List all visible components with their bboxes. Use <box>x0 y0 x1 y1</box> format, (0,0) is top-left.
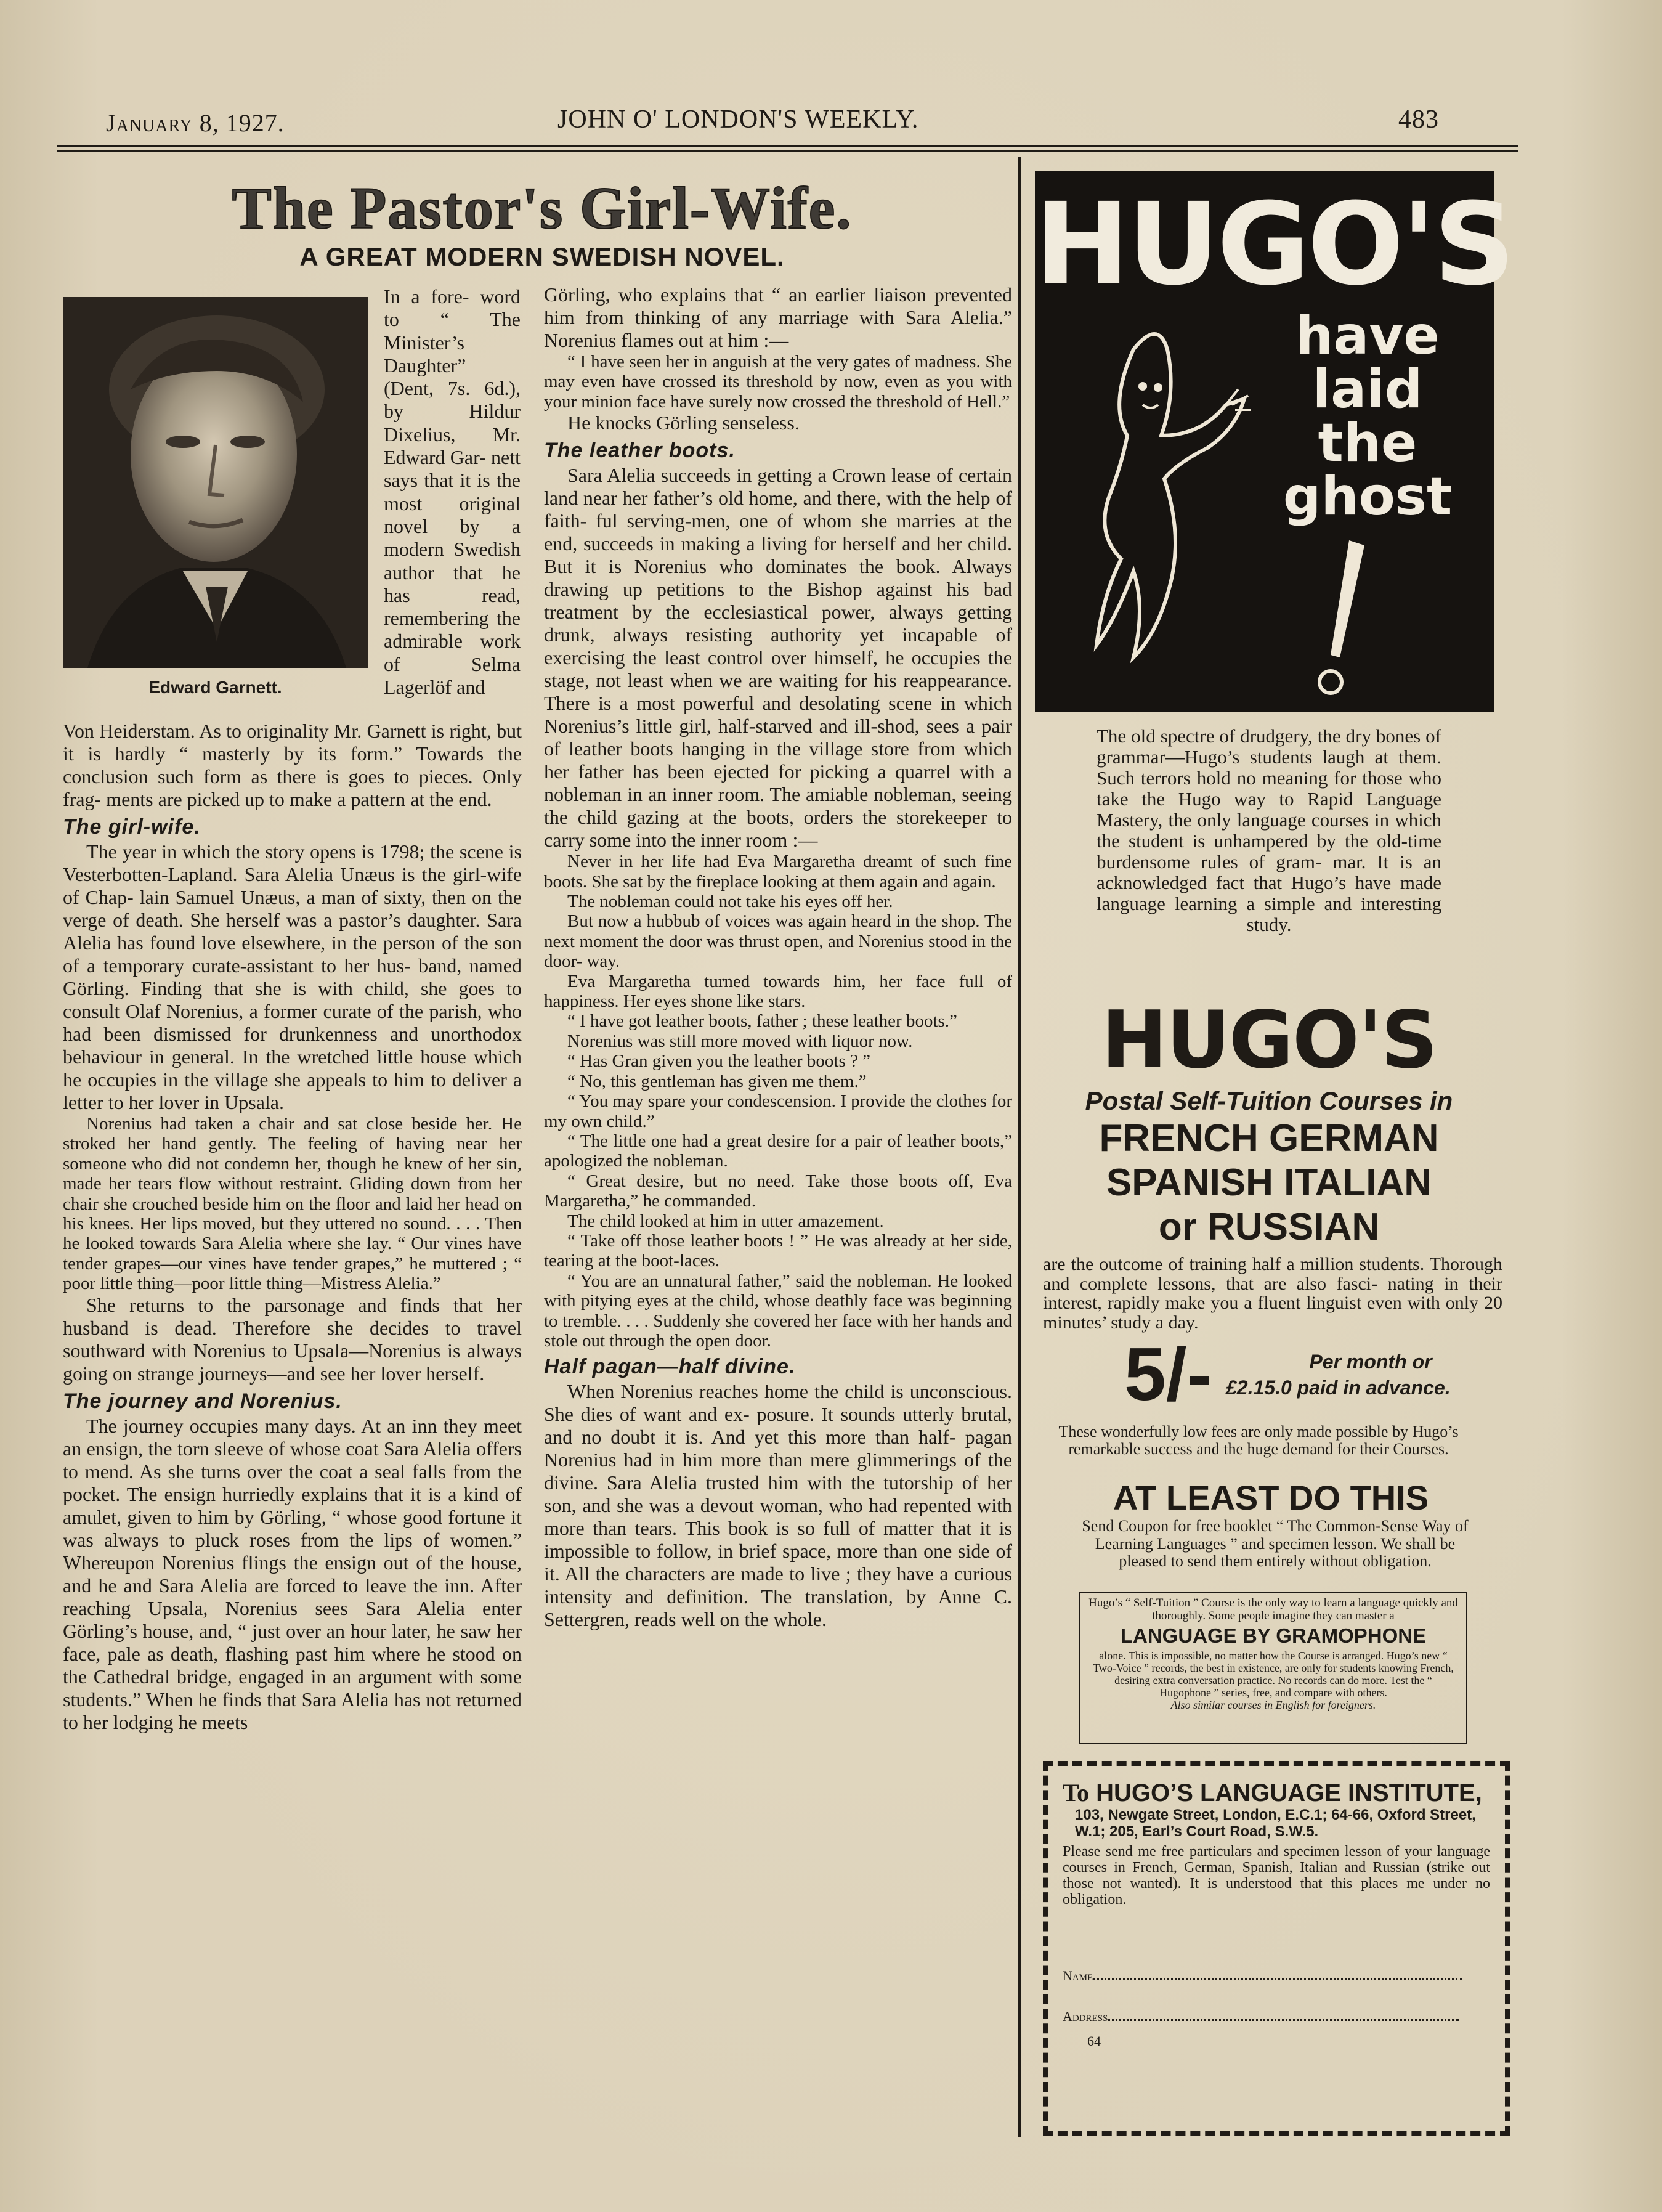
cta-text: Send Coupon for free booklet “ The Common-Sense Way of Learning Languages ” and specimen lesson. We shall be pleased to send them entirely without obligation. <box>1082 1517 1469 1570</box>
page-number: 483 <box>1398 105 1439 134</box>
languages-line-3: or RUSSIAN <box>1158 1206 1380 1248</box>
section-heading: The journey and Norenius. <box>63 1389 343 1413</box>
quoted-passage: The nobleman could not take his eyes off her. <box>567 892 893 912</box>
quoted-passage: “ Great desire, but no need. Take those boots off, Eva Margaretha,” he commanded. <box>544 1171 1012 1211</box>
intro-continued: Von Heiderstam. As to originality Mr. Garnett is right, but it is hardly “ masterly by its form.” Towards the conclusion such form as there is goes to pieces. Only frag- ments are picked up to make a pattern at the end. <box>63 720 522 810</box>
fees-text: These wonderfully low fees are only made possible by Hugo’s remarkable success and the huge demand for their Courses. <box>1058 1423 1459 1458</box>
languages-line-1: FRENCH GERMAN <box>1099 1117 1439 1160</box>
gramophone-box <box>1079 1592 1467 1744</box>
quoted-passage: Never in her life had Eva Margaretha dreamt of such fine boots. She sat by the fireplace looking at them again and again. <box>544 852 1012 892</box>
ghost-banner <box>1035 171 1513 712</box>
coupon-form[interactable] <box>1043 1761 1510 2136</box>
coupon-address: 103, Newgate Street, London, E.C.1; 64-66, Oxford Street, W.1; 205, Earl’s Court Road, S.W.5. <box>1075 1807 1476 1840</box>
article-subtitle: A GREAT MODERN SWEDISH NOVEL. <box>299 242 785 271</box>
header-rule <box>57 145 1518 147</box>
article-paragraph: Sara Alelia succeeds in getting a Crown lease of certain land near her father’s old home, and there, with the help of faith- ful serving-men, one of whom she marries at the end, succeeds in making a living for herself and her child. But it is Norenius who dominates the book. Always drawing up petitions to the Bishop against his bad treatment by the ecclesiastical power, always getting drunk, always resisting authority yet incapable of exercising the least control over himself, he occupies the stage, not least when we are waiting for his reappearance. There is a most powerful and desolating scene in which Norenius’s little girl, half-starved and ill-shod, sees a pair of leather boots hanging in the village store from which her father has been ejected for picking a quarrel with a nobleman in an inner room. The amiable nobleman, seeing the child gazing at the boots, orders the storekeeper to carry some into the inner room :— <box>544 464 1012 852</box>
coupon-institute <box>1063 1779 1490 1807</box>
banner-title: HUGO'S <box>1035 179 1513 311</box>
ghost-line-2: laid <box>1312 359 1423 420</box>
portrait-photo <box>63 297 368 668</box>
column-2-body <box>544 283 1012 1631</box>
quoted-passage: “ I have got leather boots, father ; these leather boots.” <box>567 1011 957 1031</box>
article-paragraph: He knocks Görling senseless. <box>567 412 800 434</box>
column-1-body <box>63 813 522 1734</box>
section-heading: The girl-wife. <box>63 815 201 839</box>
author-portrait <box>63 297 368 668</box>
coupon-to: To <box>1063 1779 1090 1807</box>
article-column-2 <box>544 283 1012 1631</box>
hugo-brand: HUGO'S <box>1101 994 1437 1086</box>
ghost-illustration <box>1060 312 1281 694</box>
article-intro: In a fore- word to “ The Minister’s Daughter” (Dent, 7s. 6d.), by Hildur Dixelius, Mr. Edward Gar- nett says that it is the most original novel by a modern Swedish author that he has read, remembering the admirable work of Selma Lagerlöf and <box>384 285 521 699</box>
publication-name: JOHN O' LONDON'S WEEKLY. <box>557 105 919 134</box>
gramophone-footer: Also similar courses in English for foreigners. <box>1170 1699 1376 1711</box>
coupon-institute-name: HUGO’S LANGUAGE INSTITUTE, <box>1096 1779 1482 1807</box>
quoted-passage: “ Take off those leather boots ! ” He was already at her side, tearing at the boot-laces. <box>544 1230 1012 1271</box>
article-paragraph: She returns to the parsonage and finds that her husband is dead. Therefore she decides to travel southward with Norenius to Upsala—Norenius is always going on strange journeys—and see her lover herself. <box>63 1293 522 1385</box>
outcome-text: are the outcome of training half a million students. Thorough and complete lessons, that are also fasci- nating in their interest, rapidly make you a fluent linguist even with only 20 minutes’ study a day. <box>1043 1254 1502 1333</box>
quoted-passage: “ You may spare your condescension. I provide the clothes for my own child.” <box>544 1091 1012 1131</box>
exclamation-mark <box>1306 534 1374 701</box>
quoted-passage: “ No, this gentleman has given me them.” <box>567 1071 867 1091</box>
quoted-passage: Eva Margaretha turned towards him, her face full of happiness. Her eyes shone like stars. <box>544 971 1012 1012</box>
price-figure: 5/- <box>1124 1332 1212 1416</box>
price-line-2: £2.15.0 paid in advance. <box>1226 1376 1451 1399</box>
coupon-address-row[interactable] <box>1063 2009 1490 2025</box>
section-heading: The leather boots. <box>544 439 736 463</box>
address-label: Address <box>1063 2009 1108 2024</box>
quoted-passage: The child looked at him in utter amazement. <box>567 1211 884 1231</box>
name-label: Name <box>1063 1968 1093 1983</box>
gramophone-intro: Hugo’s “ Self-Tuition ” Course is the only way to learn a language quickly and thoroughly. Some people imagine they can master a <box>1088 1596 1458 1622</box>
header-rule-thin <box>57 150 1518 152</box>
ghost-line-3: the <box>1318 412 1417 474</box>
address-field[interactable] <box>1108 2019 1459 2021</box>
article-paragraph: The year in which the story opens is 1798; the scene is Vesterbotten-Lapland. Sara Alelia Unæus is the girl-wife of Chap- lain Samuel Unæus, a man of sixty, then on the verge of death. She herself was a pastor’s daughter. Sara Alelia has found love elsewhere, in the person of the son of a temporary curate-assistant to her hus- band, named Görling. Finding that she is with child, she goes to consult Olaf Norenius, a former curate of the parish, who had been dismissed for drunkenness and unorthodox behaviour in general. In the wretched little house which he occupies in the village she appeals to him to deliver a letter to her lover in Upsala. <box>63 840 522 1113</box>
quoted-passage: Norenius was still more moved with liquor now. <box>567 1031 913 1051</box>
quoted-passage: “ You are an unnatural father,” said the nobleman. He looked with pitying eyes at the child, whose deathly face was beginning to tremble. . . . Suddenly she covered her face with her hands and stole out through the open door. <box>544 1271 1012 1351</box>
languages-line-2: SPANISH ITALIAN <box>1106 1161 1432 1204</box>
gramophone-body: alone. This is impossible, no matter how the Course is arranged. Hugo’s new “ Two-Voice ” records, the best in existence, are only for students knowing French, desiring extra conversation practice. No records can do more. Test the “ Hugophone ” series, free, and compare with others. <box>1093 1649 1454 1699</box>
quoted-passage: But now a hubbub of voices was again heard in the shop. The next moment the door was thrust open, and Norenius stood in the door- way. <box>544 911 1012 972</box>
article-paragraph: When Norenius reaches home the child is unconscious. She dies of want and ex- posure. It sounds utterly brutal, and no doubt it is. And yet this more than half- pagan Norenius had in him more than mere glimmerings of the divine. Sara Alelia trusted him with the tutorship of her son, and she was a devout woman, who had repented with more than tears. This book is so full of matter that it is impossible to follow, in brief space, more than one side of it. All the characters are made to live ; they have a curious intensity and definition. The translation, by Anne C. Settergren, reads well on the whole. <box>544 1380 1012 1631</box>
price-line-1: Per month or <box>1309 1351 1432 1373</box>
article-paragraph: The journey occupies many days. At an inn they meet an ensign, the torn sleeve of whose coat Sara Alelia offers to mend. As she turns over the coat a seal falls from the pocket. The ensign hurriedly explains that it is a kind of amulet, given to him by Görling, “ whose good fortune it was always to pluck roses from the lips of women.” Whereupon Norenius flings the ensign out of the house, and he and Sara Alelia are forced to leave the inn. After reaching Upsala, Norenius sees Sara Alelia enter Görling’s house, and, “ just over an hour later, he saw her face, pale as death, flashing past him where he stood on the Cathedral bridge, engaged in an argument with some students.” When he finds that Sara Alelia has not returned to her lodging he meets <box>63 1414 522 1733</box>
article-paragraph: Görling, who explains that “ an earlier liaison prevented him from thinking of any marriage with Sara Alelia.” Norenius flames out at him :— <box>544 283 1012 351</box>
ad-intro-text: The old spectre of drudgery, the dry bones of grammar—Hugo’s students laugh at them. Such terrors hold no meaning for those who take the Hugo way to Rapid Language Mastery, the only language courses in which the student is unhampered by the old-time burdensome rules of gram- mar. It is an acknowledged fact that Hugo’s have made language learning a simple and interesting study. <box>1097 725 1441 935</box>
ghost-line-1: have <box>1295 305 1440 367</box>
article-title: The Pastor's Girl-Wife. <box>232 175 853 241</box>
portrait-caption: Edward Garnett. <box>148 678 282 697</box>
section-heading: Half pagan—half divine. <box>544 1355 796 1379</box>
quoted-passage: “ The little one had a great desire for a pair of leather boots,” apologized the nobleman. <box>544 1131 1012 1171</box>
coupon-request: Please send me free particulars and specimen lesson of your language courses in French, German, Spanish, Italian and Russian (strike out those not wanted). It is understood that this places me under no obligation. <box>1063 1844 1490 1908</box>
issue-date: January 8, 1927. <box>106 109 285 137</box>
quoted-passage: Norenius had taken a chair and sat close beside her. He stroked her hand gently. The feeling of having near her someone who did not condemn her, though he knew of her sin, made her tears flow without restraint. Gliding down from her chair she crouched beside him on the floor and laid her head on his knees. Her lips moved, but they uttered no sound. . . . Then he looked towards Sara Alelia where she lay. “ Our vines have tender grapes—our vines have tender grapes,” he muttered ; “ poor little thing—poor little thing—Mistress Alelia.” <box>63 1114 522 1294</box>
gramophone-heading: LANGUAGE BY GRAMOPHONE <box>1120 1624 1427 1647</box>
cta-heading: AT LEAST DO THIS <box>1113 1478 1429 1517</box>
courses-line: Postal Self-Tuition Courses in <box>1085 1086 1453 1115</box>
column-divider <box>1018 157 1021 2137</box>
article-column-1 <box>63 720 522 1734</box>
ghost-line-4: ghost <box>1283 466 1453 527</box>
quoted-passage: “ Has Gran given you the leather boots ? ” <box>567 1051 871 1071</box>
coupon-code: 64 <box>1087 2033 1101 2049</box>
coupon-name-row[interactable] <box>1063 1968 1490 1984</box>
quoted-passage: “ I have seen her in anguish at the very gates of madness. She may even have crossed its threshold by now, even as you with your minion face have surely now crossed the threshold of Hell.” <box>544 352 1012 412</box>
name-field[interactable] <box>1093 1978 1462 1980</box>
